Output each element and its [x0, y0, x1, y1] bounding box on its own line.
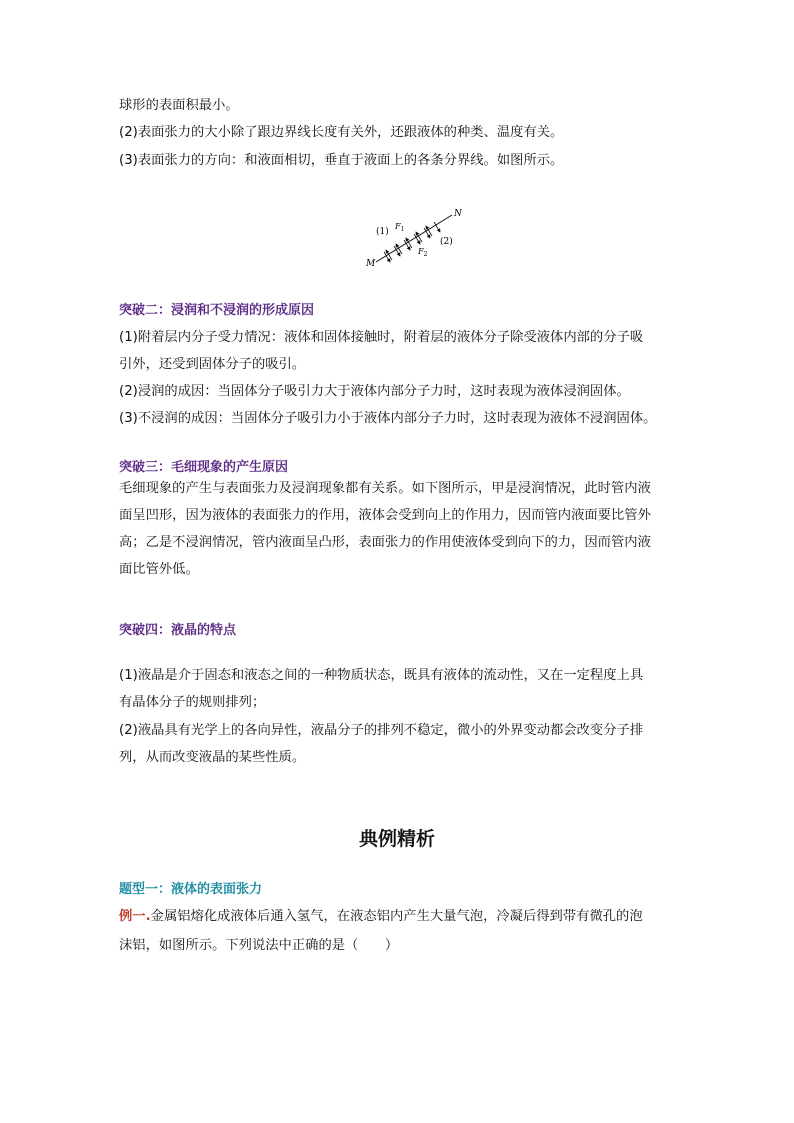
label-1: (1) [376, 227, 389, 237]
breakthrough2-p1-line1: (1)附着层内分子受力情况：液体和固体接触时，附着层的液体分子除受液体内部的分子吸 [119, 330, 644, 345]
example1-text: 金属铝熔化成液体后通入氢气，在液态铝内产生大量气泡，冷凝后得到带有微孔的泡 [150, 909, 643, 924]
breakthrough4-p2-line1: (2)液晶具有光学上的各向异性，液晶分子的排列不稳定，微小的外界变动都会改变分子排 [119, 723, 644, 738]
breakthrough3-line3: 高；乙是不浸润情况，管内液面呈凸形，表面张力的作用使液体受到向下的力，因而管内液 [119, 535, 651, 550]
surface-tension-figure [362, 204, 468, 270]
label-f1: $F_1$ [395, 222, 405, 233]
breakthrough3-line1: 毛细现象的产生与表面张力及浸润现象都有关系。如下图所示，甲是浸润情况，此时管内液 [119, 481, 651, 496]
breakthrough3-line4: 面比管外低。 [119, 562, 199, 577]
breakthrough3-heading: 突破三：毛细现象的产生原因 [119, 460, 289, 475]
intro-line-2: (2)表面张力的大小除了跟边界线长度有关外，还跟液体的种类、温度有关。 [119, 125, 564, 140]
section-title: 典例精析 [358, 828, 435, 850]
intro-line-1: 球形的表面积最小。 [119, 98, 239, 113]
label-n: N [454, 209, 462, 219]
example1-line1 [119, 907, 679, 927]
label-f2: $F_2$ [418, 247, 428, 258]
example-label: 例一. [119, 909, 151, 924]
breakthrough2-heading: 突破二：浸润和不浸润的形成原因 [119, 303, 315, 318]
question-type1-heading: 题型一：液体的表面张力 [119, 882, 263, 897]
label-m: M [366, 259, 376, 269]
breakthrough4-p1-line2: 有晶体分子的规则排列； [119, 695, 266, 710]
breakthrough3-line2: 面呈凹形，因为液体的表面张力的作用，液体会受到向上的作用力，因而管内液面要比管外 [119, 508, 651, 523]
breakthrough4-p1-line1: (1)液晶是介于固态和液态之间的一种物质状态，既具有液体的流动性，又在一定程度上具 [119, 668, 644, 683]
breakthrough2-p2: (2)浸润的成因：当固体分子吸引力大于液体内部分子力时，这时表现为液体浸润固体。 [119, 384, 630, 399]
label-2: (2) [440, 237, 453, 247]
breakthrough4-heading: 突破四：液晶的特点 [119, 623, 237, 638]
example1-line2: 沫铝，如图所示。下列说法中正确的是（ ） [119, 938, 399, 953]
intro-line-3: (3)表面张力的方向：和液面相切，垂直于液面上的各条分界线。如图所示。 [119, 153, 564, 168]
breakthrough2-p3: (3)不浸润的成因：当固体分子吸引力小于液体内部分子力时，这时表现为液体不浸润固体。 [119, 411, 657, 426]
breakthrough4-p2-line2: 列，从而改变液晶的某些性质。 [119, 750, 306, 765]
breakthrough2-p1-line2: 引外，还受到固体分子的吸引。 [119, 357, 306, 372]
